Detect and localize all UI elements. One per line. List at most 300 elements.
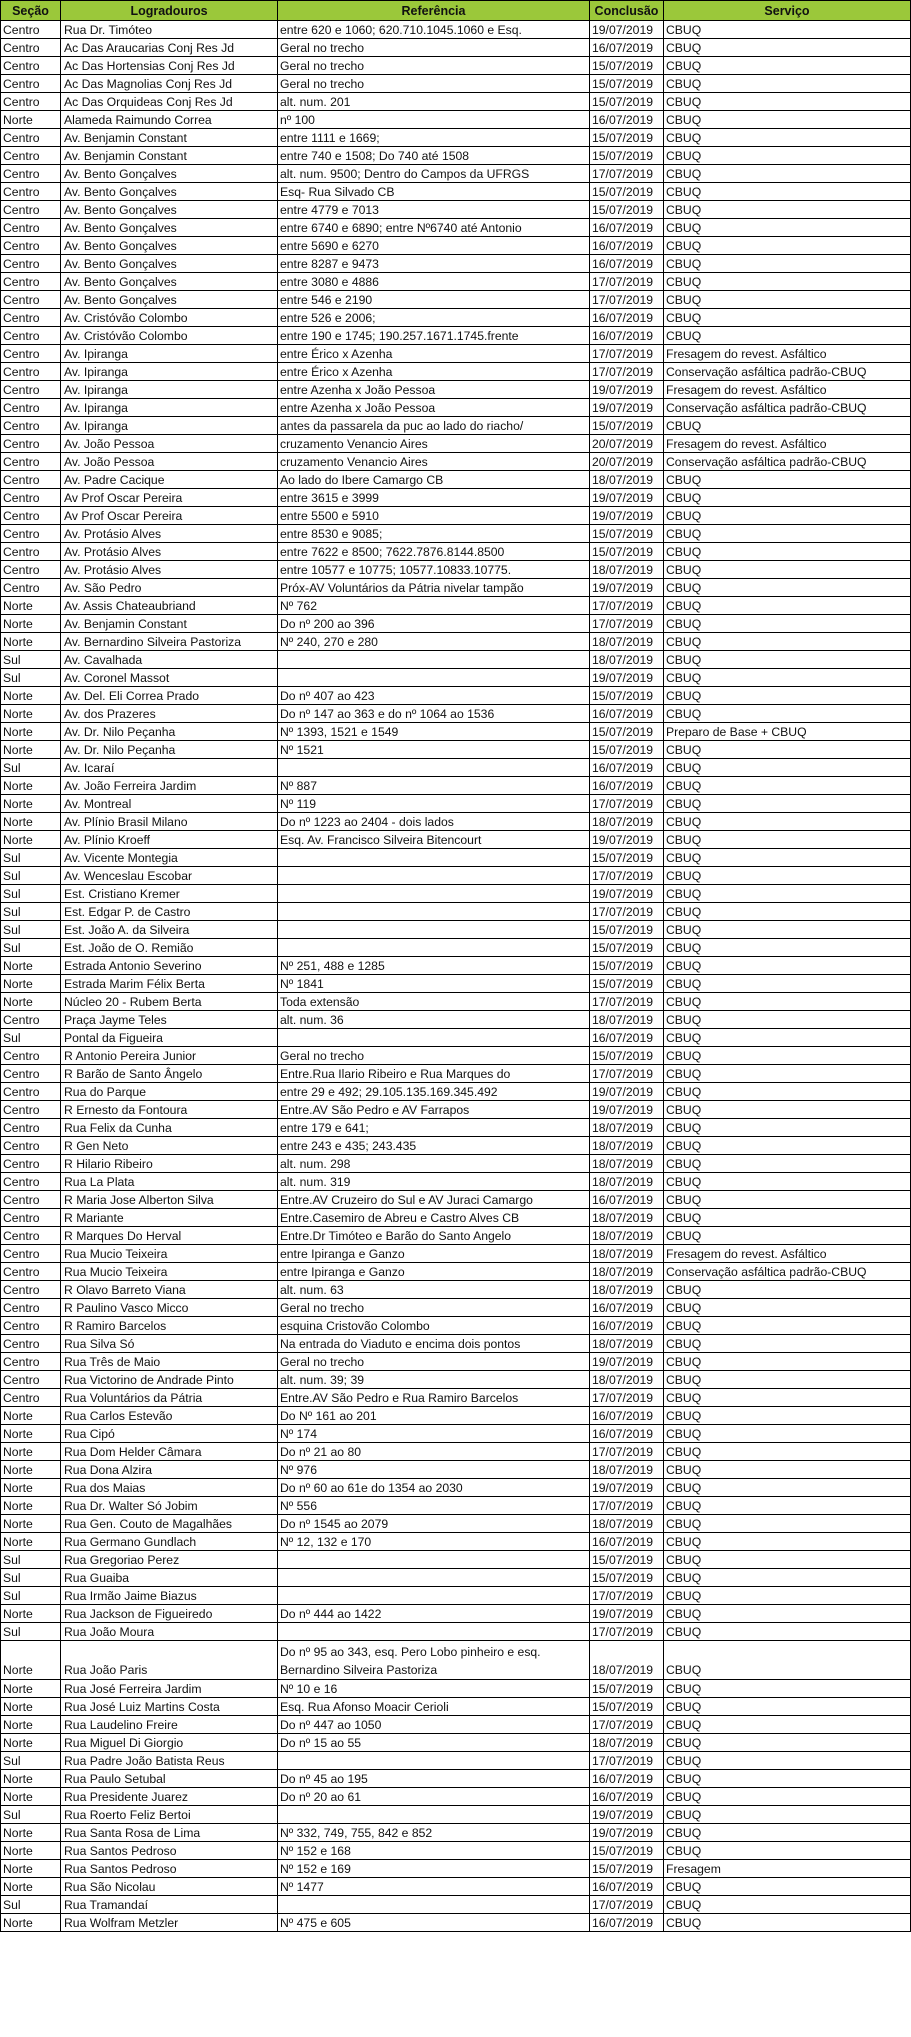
table-row: [1, 291, 911, 309]
table-row: [1, 1317, 911, 1335]
cell-conclusao: 18/07/2019: [590, 1263, 664, 1281]
cell-secao: Centro: [1, 1191, 61, 1209]
cell-conclusao: 16/07/2019: [590, 111, 664, 129]
table-row: [1, 165, 911, 183]
cell-servico: CBUQ: [664, 1227, 911, 1245]
cell-secao: Centro: [1, 291, 61, 309]
cell-logradouro: Rua Jackson de Figueiredo: [61, 1605, 278, 1623]
cell-servico: CBUQ: [664, 1173, 911, 1191]
cell-logradouro: Rua Gen. Couto de Magalhães: [61, 1515, 278, 1533]
cell-conclusao: 19/07/2019: [590, 1353, 664, 1371]
cell-secao: Centro: [1, 1281, 61, 1299]
cell-logradouro: Av. Ipiranga: [61, 381, 278, 399]
cell-referencia: Entre.Dr Timóteo e Barão do Santo Angelo: [278, 1227, 590, 1245]
cell-logradouro: Rua Santa Rosa de Lima: [61, 1824, 278, 1842]
cell-referencia: nº 100: [278, 111, 590, 129]
cell-logradouro: Av. Protásio Alves: [61, 525, 278, 543]
cell-referencia: Do nº 444 ao 1422: [278, 1605, 590, 1623]
cell-conclusao: 17/07/2019: [590, 1716, 664, 1734]
table-row: [1, 1389, 911, 1407]
cell-referencia: entre Érico x Azenha: [278, 363, 590, 381]
cell-referencia: [278, 939, 590, 957]
cell-referencia: [278, 1623, 590, 1641]
cell-logradouro: Av. Cavalhada: [61, 651, 278, 669]
table-row: [1, 885, 911, 903]
cell-servico: CBUQ: [664, 1914, 911, 1932]
cell-referencia: entre 8287 e 9473: [278, 255, 590, 273]
cell-referencia: Do nº 407 ao 423: [278, 687, 590, 705]
cell-servico: CBUQ: [664, 1569, 911, 1587]
cell-referencia: Geral no trecho: [278, 1353, 590, 1371]
table-row: [1, 129, 911, 147]
cell-secao: Sul: [1, 1896, 61, 1914]
cell-referencia: [278, 669, 590, 687]
cell-conclusao: 17/07/2019: [590, 345, 664, 363]
cell-logradouro: Av. dos Prazeres: [61, 705, 278, 723]
cell-conclusao: 18/07/2019: [590, 1281, 664, 1299]
cell-servico: CBUQ: [664, 633, 911, 651]
cell-conclusao: 15/07/2019: [590, 975, 664, 993]
table-row: [1, 759, 911, 777]
cell-logradouro: Rua Padre João Batista Reus: [61, 1752, 278, 1770]
cell-conclusao: 15/07/2019: [590, 57, 664, 75]
cell-logradouro: Av. Bento Gonçalves: [61, 219, 278, 237]
table-row: [1, 1860, 911, 1878]
cell-referencia: Próx-AV Voluntários da Pátria nivelar tampão: [278, 579, 590, 597]
cell-servico: CBUQ: [664, 309, 911, 327]
cell-secao: Centro: [1, 1083, 61, 1101]
table-row: [1, 1605, 911, 1623]
cell-logradouro: Alameda Raimundo Correa: [61, 111, 278, 129]
cell-servico: CBUQ: [664, 831, 911, 849]
cell-logradouro: Rua Roerto Feliz Bertoi: [61, 1806, 278, 1824]
cell-referencia: Nº 152 e 169: [278, 1860, 590, 1878]
cell-secao: Centro: [1, 237, 61, 255]
cell-logradouro: Av Prof Oscar Pereira: [61, 507, 278, 525]
cell-servico: Fresagem do revest. Asfáltico: [664, 435, 911, 453]
cell-logradouro: Av. Icaraí: [61, 759, 278, 777]
cell-servico: CBUQ: [664, 705, 911, 723]
cell-servico: CBUQ: [664, 489, 911, 507]
cell-conclusao: 18/07/2019: [590, 1227, 664, 1245]
cell-conclusao: 17/07/2019: [590, 867, 664, 885]
cell-servico: CBUQ: [664, 75, 911, 93]
cell-logradouro: Av. Wenceslau Escobar: [61, 867, 278, 885]
table-row: [1, 111, 911, 129]
cell-referencia: [278, 1752, 590, 1770]
cell-servico: CBUQ: [664, 21, 911, 39]
cell-logradouro: Rua La Plata: [61, 1173, 278, 1191]
table-row: [1, 1680, 911, 1698]
cell-conclusao: 15/07/2019: [590, 1698, 664, 1716]
cell-logradouro: Av. Bento Gonçalves: [61, 273, 278, 291]
cell-secao: Norte: [1, 1734, 61, 1752]
cell-secao: Norte: [1, 1533, 61, 1551]
cell-servico: CBUQ: [664, 1011, 911, 1029]
table-row: [1, 1065, 911, 1083]
cell-logradouro: Rua Presidente Juarez: [61, 1788, 278, 1806]
cell-secao: Centro: [1, 93, 61, 111]
cell-conclusao: 19/07/2019: [590, 381, 664, 399]
table-row: [1, 723, 911, 741]
cell-servico: CBUQ: [664, 1479, 911, 1497]
cell-conclusao: 19/07/2019: [590, 1083, 664, 1101]
cell-logradouro: Av. Bento Gonçalves: [61, 237, 278, 255]
cell-servico: CBUQ: [664, 471, 911, 489]
table-row: [1, 975, 911, 993]
cell-servico: CBUQ: [664, 1029, 911, 1047]
cell-secao: Centro: [1, 435, 61, 453]
cell-servico: CBUQ: [664, 849, 911, 867]
table-row: [1, 1878, 911, 1896]
cell-logradouro: Rua Silva Só: [61, 1335, 278, 1353]
cell-logradouro: Av. Padre Cacique: [61, 471, 278, 489]
cell-secao: Norte: [1, 1407, 61, 1425]
header-secao: Seção: [1, 1, 61, 21]
cell-logradouro: Rua João Moura: [61, 1623, 278, 1641]
table-row: [1, 831, 911, 849]
cell-referencia: alt. num. 39; 39: [278, 1371, 590, 1389]
table-row: [1, 939, 911, 957]
cell-referencia: Do nº 447 ao 1050: [278, 1716, 590, 1734]
cell-logradouro: Ac Das Araucarias Conj Res Jd: [61, 39, 278, 57]
table-row: [1, 1806, 911, 1824]
cell-referencia: entre 29 e 492; 29.105.135.169.345.492: [278, 1083, 590, 1101]
cell-secao: Centro: [1, 561, 61, 579]
cell-logradouro: Rua Santos Pedroso: [61, 1842, 278, 1860]
cell-conclusao: 20/07/2019: [590, 453, 664, 471]
table-row: [1, 1587, 911, 1605]
cell-referencia: Nº 887: [278, 777, 590, 795]
cell-servico: CBUQ: [664, 1824, 911, 1842]
cell-logradouro: Rua Dom Helder Câmara: [61, 1443, 278, 1461]
cell-servico: CBUQ: [664, 417, 911, 435]
cell-conclusao: 15/07/2019: [590, 129, 664, 147]
cell-secao: Sul: [1, 921, 61, 939]
cell-referencia: Do nº 95 ao 343, esq. Pero Lobo pinheiro e esq. Bernardino Silveira Pastoriza: [278, 1641, 590, 1680]
cell-referencia: Do nº 1223 ao 2404 - dois lados: [278, 813, 590, 831]
table-row: [1, 1824, 911, 1842]
cell-referencia: Nº 251, 488 e 1285: [278, 957, 590, 975]
table-row: [1, 471, 911, 489]
cell-secao: Centro: [1, 525, 61, 543]
cell-logradouro: Av. Bento Gonçalves: [61, 201, 278, 219]
cell-secao: Norte: [1, 1515, 61, 1533]
table-row: [1, 489, 911, 507]
table-row: [1, 255, 911, 273]
cell-servico: CBUQ: [664, 1623, 911, 1641]
cell-referencia: Nº 10 e 16: [278, 1680, 590, 1698]
cell-servico: CBUQ: [664, 57, 911, 75]
cell-secao: Centro: [1, 327, 61, 345]
cell-secao: Norte: [1, 615, 61, 633]
table-row: [1, 273, 911, 291]
cell-secao: Centro: [1, 219, 61, 237]
table-row: [1, 1263, 911, 1281]
table-row: [1, 237, 911, 255]
cell-secao: Sul: [1, 1029, 61, 1047]
cell-conclusao: 17/07/2019: [590, 1752, 664, 1770]
cell-servico: Fresagem do revest. Asfáltico: [664, 1245, 911, 1263]
cell-conclusao: 18/07/2019: [590, 561, 664, 579]
cell-conclusao: 16/07/2019: [590, 1533, 664, 1551]
cell-referencia: [278, 921, 590, 939]
cell-secao: Centro: [1, 453, 61, 471]
cell-logradouro: R Mariante: [61, 1209, 278, 1227]
cell-conclusao: 18/07/2019: [590, 1209, 664, 1227]
cell-referencia: alt. num. 36: [278, 1011, 590, 1029]
table-row: [1, 903, 911, 921]
table-body: [1, 21, 911, 1932]
cell-referencia: [278, 1569, 590, 1587]
cell-servico: CBUQ: [664, 1065, 911, 1083]
cell-servico: CBUQ: [664, 1734, 911, 1752]
cell-servico: CBUQ: [664, 1101, 911, 1119]
cell-servico: CBUQ: [664, 1389, 911, 1407]
cell-conclusao: 16/07/2019: [590, 39, 664, 57]
table-row: [1, 957, 911, 975]
cell-secao: Centro: [1, 75, 61, 93]
cell-secao: Centro: [1, 147, 61, 165]
cell-secao: Norte: [1, 633, 61, 651]
cell-servico: CBUQ: [664, 273, 911, 291]
cell-conclusao: 19/07/2019: [590, 1479, 664, 1497]
table-row: [1, 867, 911, 885]
cell-servico: CBUQ: [664, 939, 911, 957]
cell-conclusao: 17/07/2019: [590, 273, 664, 291]
table-row: [1, 1533, 911, 1551]
cell-logradouro: Rua dos Maias: [61, 1479, 278, 1497]
cell-conclusao: 18/07/2019: [590, 1335, 664, 1353]
table-row: [1, 1173, 911, 1191]
cell-logradouro: Av. Benjamin Constant: [61, 615, 278, 633]
cell-logradouro: Av. Benjamin Constant: [61, 129, 278, 147]
cell-referencia: entre 8530 e 9085;: [278, 525, 590, 543]
cell-logradouro: Av. Plínio Kroeff: [61, 831, 278, 849]
table-row: [1, 183, 911, 201]
cell-secao: Norte: [1, 831, 61, 849]
cell-secao: Centro: [1, 579, 61, 597]
cell-servico: CBUQ: [664, 183, 911, 201]
cell-conclusao: 17/07/2019: [590, 903, 664, 921]
cell-servico: CBUQ: [664, 1605, 911, 1623]
table-row: [1, 363, 911, 381]
cell-secao: Centro: [1, 363, 61, 381]
cell-conclusao: 17/07/2019: [590, 1896, 664, 1914]
cell-conclusao: 15/07/2019: [590, 741, 664, 759]
cell-logradouro: Est. João de O. Remião: [61, 939, 278, 957]
cell-referencia: entre 6740 e 6890; entre Nº6740 até Antonio: [278, 219, 590, 237]
cell-logradouro: Praça Jayme Teles: [61, 1011, 278, 1029]
cell-servico: CBUQ: [664, 165, 911, 183]
cell-logradouro: Núcleo 20 - Rubem Berta: [61, 993, 278, 1011]
header-servico: Serviço: [664, 1, 911, 21]
cell-conclusao: 17/07/2019: [590, 1587, 664, 1605]
cell-conclusao: 15/07/2019: [590, 183, 664, 201]
cell-referencia: entre 3080 e 4886: [278, 273, 590, 291]
cell-secao: Centro: [1, 1011, 61, 1029]
cell-referencia: [278, 1896, 590, 1914]
cell-servico: CBUQ: [664, 1752, 911, 1770]
table-row: [1, 507, 911, 525]
cell-servico: CBUQ: [664, 1461, 911, 1479]
cell-conclusao: 17/07/2019: [590, 291, 664, 309]
table-row: [1, 1641, 911, 1680]
cell-logradouro: Av. Ipiranga: [61, 399, 278, 417]
cell-logradouro: Av. Benjamin Constant: [61, 147, 278, 165]
cell-logradouro: Rua Miguel Di Giorgio: [61, 1734, 278, 1752]
cell-referencia: entre 546 e 2190: [278, 291, 590, 309]
cell-conclusao: 19/07/2019: [590, 579, 664, 597]
cell-conclusao: 17/07/2019: [590, 1389, 664, 1407]
cell-secao: Norte: [1, 111, 61, 129]
cell-referencia: Nº 976: [278, 1461, 590, 1479]
cell-logradouro: Estrada Marim Félix Berta: [61, 975, 278, 993]
cell-servico: CBUQ: [664, 1533, 911, 1551]
cell-logradouro: Av. Cristóvão Colombo: [61, 327, 278, 345]
cell-secao: Norte: [1, 705, 61, 723]
table-row: [1, 1623, 911, 1641]
cell-referencia: Nº 762: [278, 597, 590, 615]
table-row: [1, 705, 911, 723]
cell-referencia: entre Azenha x João Pessoa: [278, 381, 590, 399]
cell-secao: Norte: [1, 723, 61, 741]
cell-conclusao: 16/07/2019: [590, 309, 664, 327]
cell-conclusao: 15/07/2019: [590, 849, 664, 867]
table-row: [1, 1497, 911, 1515]
cell-conclusao: 19/07/2019: [590, 399, 664, 417]
table-row: [1, 1101, 911, 1119]
cell-secao: Norte: [1, 795, 61, 813]
cell-referencia: Entre.Rua Ilario Ribeiro e Rua Marques do: [278, 1065, 590, 1083]
cell-servico: CBUQ: [664, 201, 911, 219]
cell-logradouro: R Gen Neto: [61, 1137, 278, 1155]
cell-referencia: [278, 903, 590, 921]
cell-referencia: entre 620 e 1060; 620.710.1045.1060 e Esq.: [278, 21, 590, 39]
cell-conclusao: 18/07/2019: [590, 1515, 664, 1533]
cell-conclusao: 15/07/2019: [590, 75, 664, 93]
cell-secao: Norte: [1, 1842, 61, 1860]
cell-logradouro: Av. Ipiranga: [61, 417, 278, 435]
cell-conclusao: 19/07/2019: [590, 1605, 664, 1623]
cell-referencia: cruzamento Venancio Aires: [278, 435, 590, 453]
cell-referencia: entre 4779 e 7013: [278, 201, 590, 219]
cell-conclusao: 16/07/2019: [590, 1191, 664, 1209]
cell-referencia: Nº 119: [278, 795, 590, 813]
cell-conclusao: 18/07/2019: [590, 1119, 664, 1137]
cell-logradouro: Av. Bento Gonçalves: [61, 291, 278, 309]
cell-referencia: Nº 556: [278, 1497, 590, 1515]
cell-secao: Centro: [1, 1155, 61, 1173]
table-row: [1, 1515, 911, 1533]
table-row: [1, 453, 911, 471]
cell-servico: CBUQ: [664, 129, 911, 147]
cell-secao: Norte: [1, 1425, 61, 1443]
cell-secao: Norte: [1, 1680, 61, 1698]
table-row: [1, 1788, 911, 1806]
cell-referencia: Nº 12, 132 e 170: [278, 1533, 590, 1551]
cell-logradouro: Rua Cipó: [61, 1425, 278, 1443]
header-logradouros: Logradouros: [61, 1, 278, 21]
cell-secao: Sul: [1, 669, 61, 687]
table-row: [1, 813, 911, 831]
cell-secao: Centro: [1, 57, 61, 75]
cell-servico: CBUQ: [664, 1317, 911, 1335]
cell-secao: Norte: [1, 1479, 61, 1497]
cell-logradouro: Av. Dr. Nilo Peçanha: [61, 741, 278, 759]
cell-logradouro: Rua Felix da Cunha: [61, 1119, 278, 1137]
cell-servico: CBUQ: [664, 957, 911, 975]
table-row: [1, 1335, 911, 1353]
cell-servico: CBUQ: [664, 1497, 911, 1515]
cell-servico: CBUQ: [664, 597, 911, 615]
cell-referencia: entre Azenha x João Pessoa: [278, 399, 590, 417]
cell-referencia: Geral no trecho: [278, 39, 590, 57]
cell-referencia: Do nº 200 ao 396: [278, 615, 590, 633]
cell-conclusao: 16/07/2019: [590, 327, 664, 345]
cell-logradouro: R Barão de Santo Ângelo: [61, 1065, 278, 1083]
table-row: [1, 1734, 911, 1752]
cell-secao: Sul: [1, 939, 61, 957]
cell-servico: CBUQ: [664, 1587, 911, 1605]
cell-secao: Centro: [1, 1227, 61, 1245]
cell-secao: Centro: [1, 1371, 61, 1389]
cell-servico: CBUQ: [664, 741, 911, 759]
cell-referencia: Geral no trecho: [278, 1299, 590, 1317]
cell-logradouro: Rua Dr. Walter Só Jobim: [61, 1497, 278, 1515]
table-row: [1, 795, 911, 813]
cell-servico: CBUQ: [664, 813, 911, 831]
table-row: [1, 1011, 911, 1029]
cell-logradouro: Av. Bento Gonçalves: [61, 255, 278, 273]
cell-secao: Centro: [1, 183, 61, 201]
cell-servico: CBUQ: [664, 219, 911, 237]
cell-servico: Fresagem: [664, 1860, 911, 1878]
cell-secao: Centro: [1, 1101, 61, 1119]
cell-servico: CBUQ: [664, 1335, 911, 1353]
table-row: [1, 1770, 911, 1788]
cell-servico: CBUQ: [664, 291, 911, 309]
cell-conclusao: 15/07/2019: [590, 1842, 664, 1860]
cell-referencia: Entre.AV São Pedro e AV Farrapos: [278, 1101, 590, 1119]
cell-conclusao: 15/07/2019: [590, 957, 664, 975]
cell-logradouro: Av. Vicente Montegia: [61, 849, 278, 867]
cell-logradouro: Av. Bento Gonçalves: [61, 165, 278, 183]
cell-servico: CBUQ: [664, 669, 911, 687]
cell-secao: Norte: [1, 1497, 61, 1515]
cell-secao: Norte: [1, 957, 61, 975]
cell-referencia: Do nº 45 ao 195: [278, 1770, 590, 1788]
cell-servico: CBUQ: [664, 759, 911, 777]
cell-referencia: Nº 1521: [278, 741, 590, 759]
cell-logradouro: R Ernesto da Fontoura: [61, 1101, 278, 1119]
cell-servico: CBUQ: [664, 1842, 911, 1860]
table-row: [1, 1353, 911, 1371]
cell-logradouro: Ac Das Hortensias Conj Res Jd: [61, 57, 278, 75]
cell-servico: CBUQ: [664, 1515, 911, 1533]
cell-logradouro: Av. São Pedro: [61, 579, 278, 597]
cell-secao: Centro: [1, 1137, 61, 1155]
cell-servico: CBUQ: [664, 147, 911, 165]
table-row: [1, 525, 911, 543]
cell-logradouro: Rua Dona Alzira: [61, 1461, 278, 1479]
cell-conclusao: 18/07/2019: [590, 1371, 664, 1389]
cell-servico: CBUQ: [664, 1137, 911, 1155]
cell-referencia: Do Nº 161 ao 201: [278, 1407, 590, 1425]
cell-referencia: esquina Cristovão Colombo: [278, 1317, 590, 1335]
table-row: [1, 579, 911, 597]
cell-conclusao: 16/07/2019: [590, 1788, 664, 1806]
